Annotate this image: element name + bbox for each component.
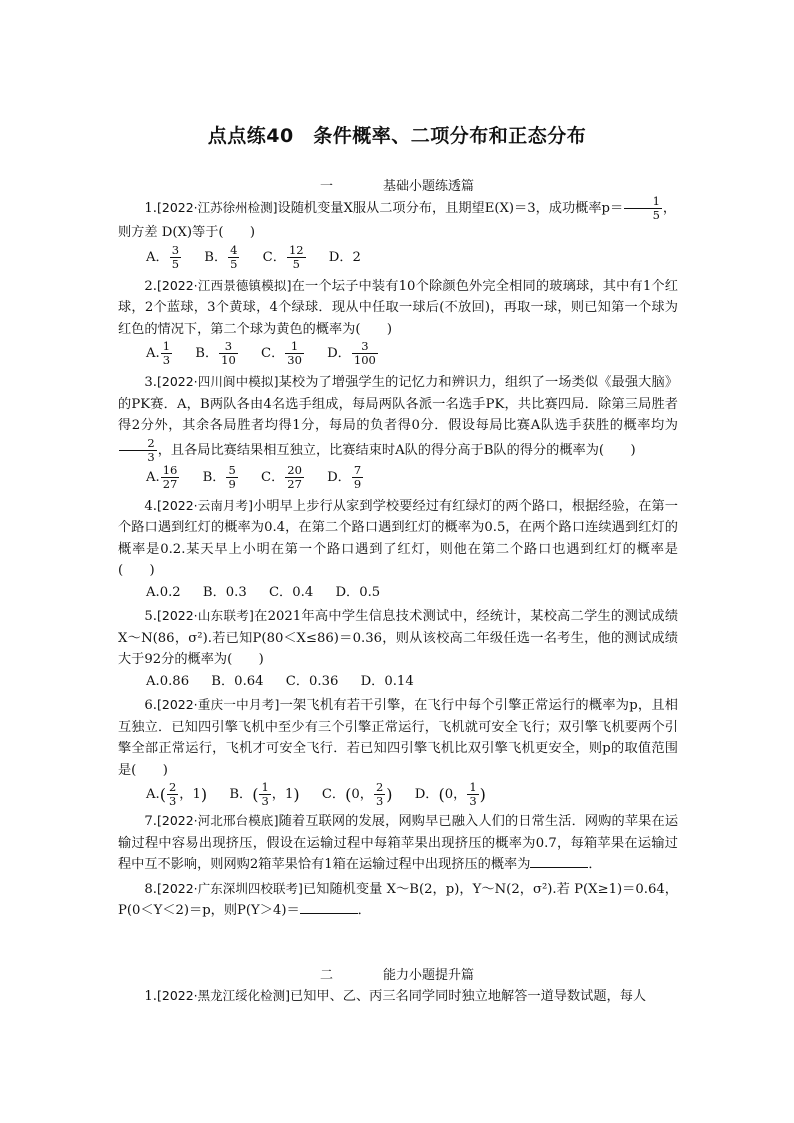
option-c: C．(0， $\frac{2}{3}$ ) bbox=[321, 780, 393, 808]
page-title: 点点练40 条件概率、二项分布和正态分布 bbox=[207, 125, 587, 147]
advanced-question-1: 1.[2022·黑龙江绥化检测]已知甲、乙、丙三名同学同时独立地解答一道导数试题，每人 bbox=[144, 988, 647, 1004]
option-a: A.( $\frac{2}{3}$ ，1) bbox=[146, 780, 208, 808]
question-text: 已知甲、乙、丙三名同学同时独立地解答一道导数试题，每人 bbox=[290, 989, 647, 1004]
question-4-options bbox=[118, 582, 678, 604]
question-1-options bbox=[118, 244, 678, 271]
section-name: 基础小题练透篇 bbox=[383, 179, 475, 194]
question-2-options bbox=[118, 340, 678, 367]
question-source: [2022·云南月考] bbox=[156, 497, 253, 513]
question-number: 6 bbox=[144, 698, 153, 713]
option-d: D．0.14 bbox=[360, 673, 414, 689]
question-number: 1 bbox=[144, 989, 153, 1004]
section-number: 一 bbox=[319, 179, 333, 194]
question-number: 7 bbox=[144, 814, 153, 829]
question-text: 已知随机变量 X～B(2，p)，Y～N(2，σ²).若 P(X≥1)＝0.64，P(0＜Y＜2)＝p，则P(Y＞4)＝ bbox=[118, 881, 678, 918]
option-c: C． $\frac{1}{30}$ bbox=[260, 339, 302, 367]
option-d: D．2 bbox=[328, 249, 361, 265]
option-a: A. $\frac{16}{27}$ bbox=[146, 462, 178, 491]
question-source: [2022·河北邢台模底] bbox=[156, 813, 279, 828]
option-b: B．0.64 bbox=[211, 673, 264, 689]
question-1: 1.[2022·江苏徐州检测]设随机变量X服从二项分布，且期望E(X)＝3，成功概率p＝ $\frac{1}{5}$ ， bbox=[144, 194, 677, 222]
question-2: 2.[2022·江西景德镇模拟]在一个坛子中装有10个除颜色外完全相同的玻璃球，其中有1个红球，2个蓝球，3个黄球，4个绿球．现从中任取一球后(不放回)，再取一球，则已知第一个球为红色的情况下，第二个球为黄色的概率为( ) bbox=[118, 277, 678, 337]
question-6-options bbox=[118, 781, 678, 808]
question-4: 4.[2022·云南月考]小明早上步行从家到学校要经过有红绿灯的两个路口，根据经验，在第一个路口遇到红灯的概率为0.4，在第二个路口遇到红灯的概率为0.5，在两个路口连续遇到红灯的概率是0.2.某天早上小明在第一个路口遇到了红灯，则他在第二个路口也遇到红灯的概率是( ) bbox=[118, 497, 678, 578]
fraction: $\frac{1}{5}$ bbox=[624, 195, 662, 222]
option-a: A． $\frac{3}{5}$ bbox=[146, 242, 180, 271]
option-d: D． $\frac{7}{9}$ bbox=[327, 462, 362, 491]
question-3-options bbox=[118, 464, 678, 491]
question-source: [2022·广东深圳四校联考] bbox=[156, 880, 303, 896]
question-6: 6.[2022·重庆一中月考]一架飞机有若干引擎，在飞行中每个引擎正常运行的概率为p，且相互独立．已知四引擎飞机中至少有三个引擎正常运行，飞机就可安全飞行；双引擎飞机要两个引擎全部正常运行，飞机才可安全飞行．若已知四引擎飞机比双引擎飞机更安全，则p的取值范围是( ) bbox=[118, 697, 678, 778]
option-c: C． $\frac{12}{5}$ bbox=[262, 242, 304, 271]
question-source: [2022·山东联考] bbox=[156, 608, 254, 623]
option-b: B． $\frac{4}{5}$ bbox=[204, 242, 238, 271]
question-text: 某校为了增强学生的记忆力和辨识力，组织了一场类似《最强大脑》的PK赛．A，B两队各由4名选手组成，每局两队各派一名选手PK，共比赛四局．除第三局胜者得2分外，其余各局胜者均得1分，每局的负者得0分．假设每局比赛A队选手获胜的概率均为 bbox=[118, 375, 679, 433]
option-a: A.0.86 bbox=[146, 673, 190, 689]
question-source: [2022·江西景德镇模拟] bbox=[156, 277, 292, 293]
question-7: 7.[2022·河北邢台模底]随着互联网的发展，网购早已融入人们的日常生活．网购的苹果在运输过程中容易出现挤压，假设在运输过程中每箱苹果出现挤压的概率为0.7，每箱苹果在运输过程中互不影响，则网购2箱苹果恰有1箱在运输过程中出现挤压的概率为 ． bbox=[118, 813, 679, 872]
question-source: [2022·江苏徐州检测] bbox=[156, 200, 278, 215]
option-a: A. $\frac{1}{3}$ bbox=[146, 339, 171, 367]
option-d: D．(0， $\frac{1}{3}$ ) bbox=[414, 780, 486, 808]
question-number: 5 bbox=[144, 609, 153, 624]
answer-blank[interactable] bbox=[530, 855, 588, 868]
question-1-line2: 则方差 D(X)等于( ) bbox=[118, 225, 256, 240]
option-d: D． $\frac{3}{100}$ bbox=[327, 339, 376, 367]
question-text: 一架飞机有若干引擎，在飞行中每个引擎正常运行的概率为p，且相互独立．已知四引擎飞机中至少有三个引擎正常运行，飞机就可安全飞行；双引擎飞机要两个引擎全部正常运行，飞机才可安全飞行．若已知四引擎飞机比双引擎飞机更安全，则p的取值范围是( ) bbox=[118, 698, 678, 778]
question-text: 在2021年高中学生信息技术测试中，经统计，某校高二学生的测试成绩 X～N(86，σ²).若已知P(80＜X≤86)＝0.36，则从该校高二年级任选一名考生，他的测试成绩大于92分的概率为( ) bbox=[118, 609, 679, 667]
question-number: 4 bbox=[144, 498, 153, 514]
option-c: C． $\frac{20}{27}$ bbox=[260, 462, 302, 491]
section-name: 能力小题提升篇 bbox=[383, 968, 475, 983]
question-number: 2 bbox=[144, 278, 153, 294]
answer-blank[interactable] bbox=[300, 901, 358, 914]
section-heading-basic bbox=[0, 175, 794, 194]
option-c: C．0.4 bbox=[268, 584, 314, 600]
question-source: [2022·四川阆中模拟] bbox=[156, 374, 279, 389]
question-source: [2022·黑龙江绥化检测] bbox=[156, 988, 291, 1003]
question-3: 3.[2022·四川阆中模拟]某校为了增强学生的记忆力和辨识力，组织了一场类似《最强大脑》的PK赛．A，B两队各由4名选手组成，每局两队各派一名选手PK，共比赛四局．除第三局胜者得2分外，其余各局胜者均得1分，每局的负者得0分．假设每局比赛A队选手获胜的概率均为 $\frac{2}{3}$ ，且各局比赛结果相互独立，比赛结束时A队的得分高于B队的得分的概率为( ) bbox=[118, 374, 679, 464]
question-text: 在一个坛子中装有10个除颜色外完全相同的玻璃球，其中有1个红球，2个蓝球，3个黄球，4个绿球．现从中任取一球后(不放回)，再取一球，则已知第一个球为红色的情况下，第二个球为黄色的概率为( ) bbox=[118, 278, 678, 337]
question-source: [2022·重庆一中月考] bbox=[156, 697, 280, 712]
question-5-options bbox=[118, 671, 678, 693]
question-text: 小明早上步行从家到学校要经过有红绿灯的两个路口，根据经验，在第一个路口遇到红灯的概率为0.4，在第二个路口遇到红灯的概率为0.5，在两个路口连续遇到红灯的概率是0.2.某天早上小明在第一个路口遇到了红灯，则他在第二个路口也遇到红灯的概率是( ) bbox=[118, 498, 678, 578]
option-d: D．0.5 bbox=[335, 584, 381, 600]
question-text: 设随机变量X服从二项分布，且期望E(X)＝3，成功概率p＝ bbox=[277, 201, 624, 216]
option-b: B．0.3 bbox=[202, 584, 247, 600]
fraction: $\frac{2}{3}$ bbox=[119, 437, 157, 464]
question-number: 3 bbox=[144, 375, 153, 390]
option-c: C．0.36 bbox=[285, 673, 339, 689]
option-b: B． $\frac{3}{10}$ bbox=[195, 339, 236, 367]
option-a: A.0.2 bbox=[146, 584, 181, 600]
question-5: 5.[2022·山东联考]在2021年高中学生信息技术测试中，经统计，某校高二学生的测试成绩 X～N(86，σ²).若已知P(80＜X≤86)＝0.36，则从该校高二年级任选一名考生，他的测试成绩大于92分的概率为( ) bbox=[118, 608, 679, 667]
question-text: 随着互联网的发展，网购早已融入人们的日常生活．网购的苹果在运输过程中容易出现挤压，假设在运输过程中每箱苹果出现挤压的概率为0.7，每箱苹果在运输过程中互不影响，则网购2箱苹果恰有1箱在运输过程中出现挤压的概率为 bbox=[118, 814, 679, 872]
option-b: B． $\frac{5}{9}$ bbox=[202, 462, 236, 491]
section-number: 二 bbox=[319, 968, 333, 983]
question-number: 8 bbox=[144, 881, 153, 897]
question-number: 1 bbox=[144, 201, 153, 216]
option-b: B．( $\frac{1}{3}$ ，1) bbox=[229, 780, 300, 808]
section-heading-advanced bbox=[0, 964, 794, 983]
section-basic-content bbox=[118, 195, 678, 922]
section-advanced-content bbox=[118, 985, 678, 1008]
question-8: 8.[2022·广东深圳四校联考]已知随机变量 X～B(2，p)，Y～N(2，σ²).若 P(X≥1)＝0.64，P(0＜Y＜2)＝p，则P(Y＞4)＝ ． bbox=[118, 880, 678, 918]
